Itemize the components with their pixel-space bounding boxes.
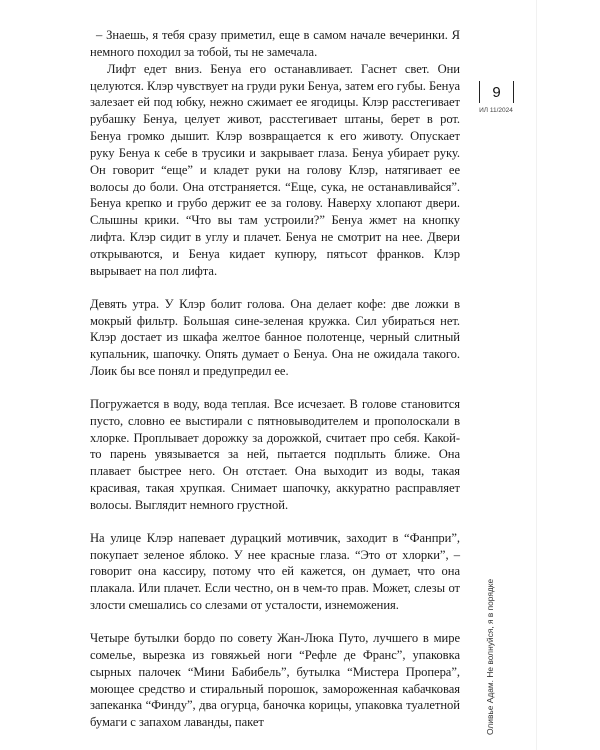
- paragraph-street: На улице Клэр напевает дурацкий мотивчик, заходит в “Фанпри”, покупает зеленое яблоко. У нее красные глаза. “Это от хлорки”, – говорит она кассиру, потому что ей кажется, он думает, что она плакала. Или плачет. Если честно, он в чем-то прав. Может, слезы от злости смешались со слезами от усталости, изнеможения.: [90, 530, 460, 613]
- paragraph-elevator: Лифт едет вниз. Бенуа его останавливает. Гаснет свет. Они целуются. Клэр чувствует на груди руки Бенуа, затем его губы. Бенуа залезает ей под юбку, нежно сжимает ее ягодицы. Клэр расстегивает рубашку Бенуа, целует живот, расстегивает штаны, берет в рот. Бенуа громко дышит. Клэр возвращается к его животу. Опускает руку Бенуа к себе в трусики и закрывает глаза. Бенуа убирает руку. Он говорит “еще” и кладет руки на голову Клэр, натягивает ее волосы до боли. Она отстраняется. “Еще, сука, не останавливайся”. Бенуа крепко и грубо держит ее за голову. Наверху хлопают двери. Слышны крики. “Что вы там устроили?” Бенуа жмет на кнопку лифта. Клэр сидит в углу и плачет. Бенуа не смотрит на нее. Двери открываются, и Бенуа кидает купюру, пятьсот франков. Клэр вырывает на пол лифта.: [90, 61, 460, 278]
- article-text-column: [90, 27, 460, 731]
- paragraph-shopping-list: Четыре бутылки бордо по совету Жан-Люка Путо, лучшего в мире сомелье, вырезка из говяжьей ноги “Рефле де Франс”, упаковка сырных палочек “Мини Бабибель”, бутылка “Мистера Пропера”, моющее средство и стиральный порошок, замороженная кабачковая запеканка “Финду”, два огурца, баночка корицы, упаковка туалетной бумаги с запахом лаванды, пакет: [90, 631, 460, 730]
- paragraph-pool: Погружается в воду, вода теплая. Все исчезает. В голове становится пусто, словно ее выстирали с пятновыводителем и прополоскали в хлорке. Проплывает дорожку за дорожкой, считает про себя. Какой-то парень увязывается за ней, пытается подплыть ближе. Она плавает быстрее него. Он отстает. Она выходит из воды, такая красивая, такая хрупкая. Снимает шапочку, аккуратно расправляет волосы. Выглядит немного грустной.: [90, 396, 460, 512]
- spine-shadow: [536, 0, 537, 750]
- page-number: 9: [479, 81, 514, 103]
- running-title: Оливье Адам. Не волнуйся, я в порядке: [485, 578, 495, 735]
- issue-label: ИЛ 11/2024: [479, 107, 513, 114]
- paragraph-morning: Девять утра. У Клэр болит голова. Она делает кофе: две ложки в мокрый фильтр. Большая сине-зеленая кружка. Сил убираться нет. Клэр достает из шкафа желтое банное полотенце, черный слитный купальник, шапочку. Опять думает о Бенуа. Она не ожидала такого. Лоик бы все понял и предупредил ее.: [90, 296, 460, 379]
- paragraph-dialogue: – Знаешь, я тебя сразу приметил, еще в самом начале вечеринки. Я немного походил за тобой, ты не замечала.: [90, 28, 460, 59]
